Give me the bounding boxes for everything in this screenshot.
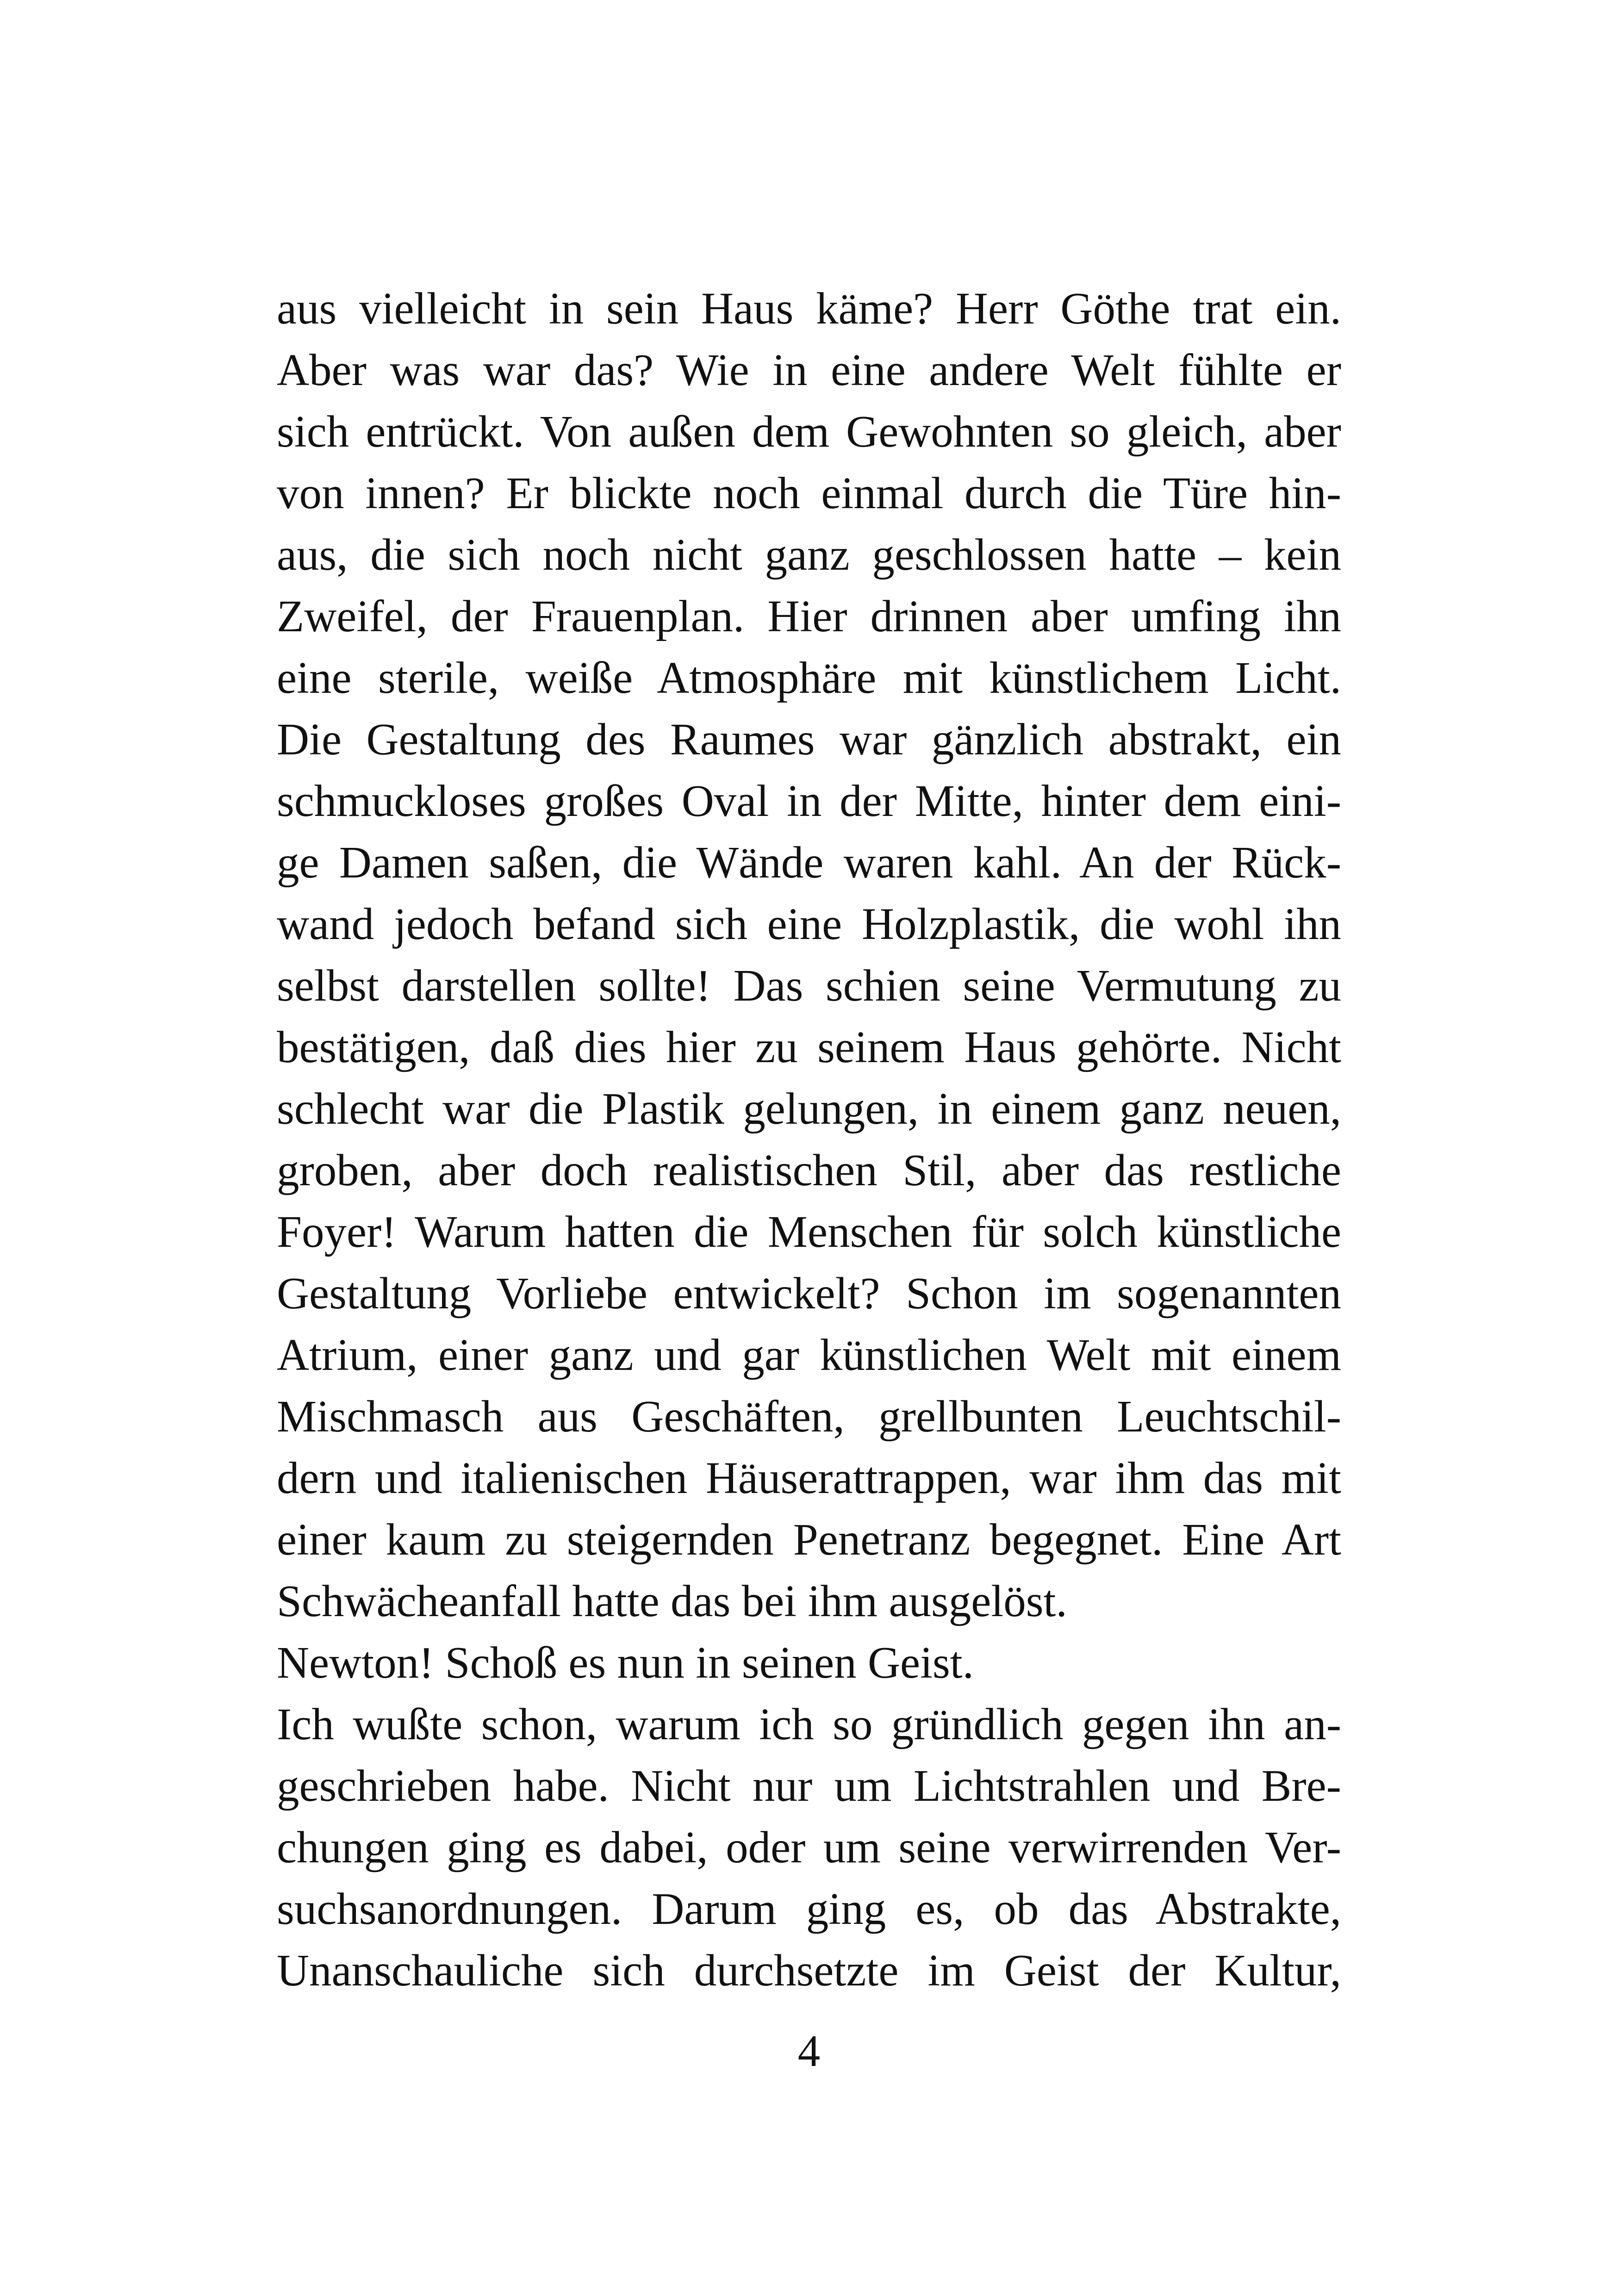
page-number: 4 <box>797 2026 821 2076</box>
text-line: suchsanordnungen. Darum ging es, ob das Abstrakte, <box>277 1884 1341 1934</box>
text-line: aus, die sich noch nicht ganz geschlossen hatte – kein <box>277 530 1341 579</box>
text-line: aus vielleicht in sein Haus käme? Herr Göthe trat ein. <box>277 284 1341 333</box>
text-line: wand jedoch befand sich eine Holzplastik, die wohl ihn <box>277 899 1341 949</box>
text-line: Die Gestaltung des Raumes war gänzlich abstrakt, ein <box>277 715 1341 764</box>
text-line: Atrium, einer ganz und gar künstlichen Welt mit einem <box>277 1330 1341 1380</box>
text-line: Zweifel, der Frauenplan. Hier drinnen aber umfing ihn <box>277 591 1341 641</box>
text-line: Unanschauliche sich durchsetzte im Geist der Kultur, <box>277 1946 1341 1995</box>
text-line: groben, aber doch realistischen Stil, aber das restliche <box>277 1145 1341 1195</box>
body-text <box>277 278 1341 2001</box>
text-line: schmuckloses großes Oval in der Mitte, hinter dem eini- <box>277 776 1341 826</box>
text-line: selbst darstellen sollte! Das schien seine Vermutung zu <box>277 961 1341 1010</box>
text-line: Mischmasch aus Geschäften, grellbunten Leuchtschil- <box>277 1392 1341 1441</box>
text-line: bestätigen, daß dies hier zu seinem Haus gehörte. Nicht <box>277 1022 1341 1072</box>
text-line: Ich wußte schon, warum ich so gründlich gegen ihn an- <box>277 1699 1341 1749</box>
text-line: von innen? Er blickte noch einmal durch die Türe hin- <box>277 468 1341 518</box>
text-line: einer kaum zu steigernden Penetranz begegnet. Eine Art <box>277 1515 1341 1564</box>
text-line: Aber was war das? Wie in eine andere Welt fühlte er <box>277 345 1341 395</box>
text-line: chungen ging es dabei, oder um seine verwirrenden Ver- <box>277 1823 1341 1872</box>
text-line: geschrieben habe. Nicht nur um Lichtstrahlen und Bre- <box>277 1761 1341 1811</box>
text-line: schlecht war die Plastik gelungen, in einem ganz neuen, <box>277 1084 1341 1133</box>
text-line: eine sterile, weiße Atmosphäre mit künstlichem Licht. <box>277 653 1341 703</box>
text-line: Gestaltung Vorliebe entwickelt? Schon im sogenannten <box>277 1269 1341 1318</box>
text-line: Foyer! Warum hatten die Menschen für solch künstliche <box>277 1207 1341 1257</box>
text-line: Newton! Schoß es nun in seinen Geist. <box>277 1638 974 1687</box>
text-line: sich entrückt. Von außen dem Gewohnten so gleich, aber <box>277 407 1341 456</box>
text-line: dern und italienischen Häuserattrappen, war ihm das mit <box>277 1453 1341 1503</box>
text-line: ge Damen saßen, die Wände waren kahl. An der Rück- <box>277 838 1341 887</box>
text-line: Schwächeanfall hatte das bei ihm ausgelöst. <box>277 1576 1067 1626</box>
